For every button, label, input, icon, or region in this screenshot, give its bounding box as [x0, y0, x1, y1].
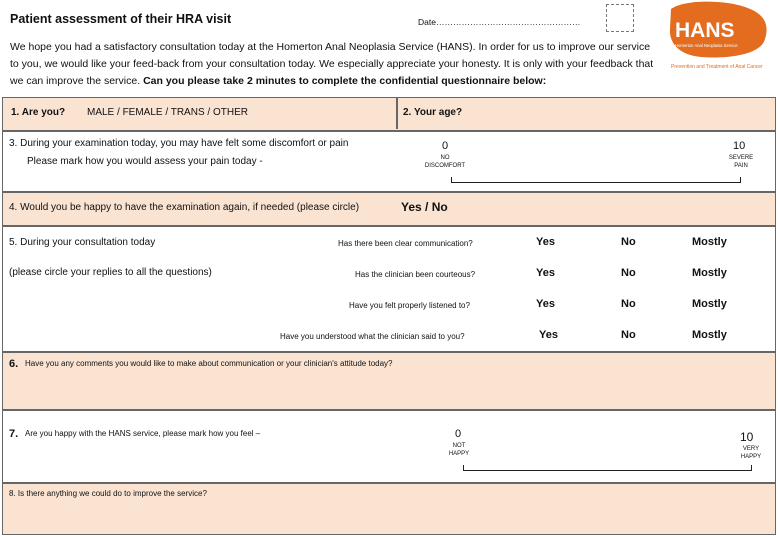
q7-min-num: 0 — [455, 428, 462, 440]
q3-max-label-1: SEVERE — [728, 155, 754, 161]
q1-q2-divider — [396, 98, 398, 129]
stamp-box — [606, 4, 634, 32]
q3-scale-line[interactable] — [451, 177, 741, 183]
q7-max-num: 10 — [740, 430, 754, 444]
q3-min-label-1: NO — [440, 155, 450, 161]
q5-question-3: Have you felt properly listened to? — [349, 301, 470, 310]
row-q7 — [2, 410, 776, 483]
q7-scale-line[interactable] — [463, 465, 752, 471]
q3-max-label-2: PAIN — [734, 163, 748, 169]
q6-num: 6. — [9, 358, 19, 370]
q5-mostly-1[interactable]: Mostly — [692, 236, 727, 248]
q1-label: 1. Are you? — [11, 107, 66, 118]
row-q3 — [2, 131, 776, 192]
q5-no-2[interactable]: No — [621, 267, 636, 279]
intro-bold: Can you please take 2 minutes to complete the confidential questionnaire below: — [143, 75, 547, 87]
q6-label: Have you any comments you would like to make about communication or your clinician's attitude today? — [25, 359, 393, 368]
q3-min-label-2: DISCOMFORT — [424, 163, 466, 169]
q3-line2: Please mark how you would assess your pain today - — [27, 156, 263, 167]
q5-line1: 5. During your consultation today — [9, 237, 156, 248]
intro-text: We hope you had a satisfactory consultation today at the Homerton Anal Neoplasia Service (HANS). In order for us to improve our service to you, we would like your feed-back from your consultation today. We especially appreciate your honesty. It is only with your feedback that we can improve the service. — [10, 41, 654, 87]
q5-no-1[interactable]: No — [621, 236, 636, 248]
hans-logo-shape — [667, 1, 773, 71]
q5-question-2: Has the clinician been courteous? — [355, 270, 476, 279]
row-q8[interactable] — [2, 483, 776, 535]
q5-yes-4[interactable]: Yes — [539, 329, 558, 341]
q5-yes-3[interactable]: Yes — [536, 298, 555, 310]
q7-max-label-1: VERY — [742, 446, 760, 452]
q4-options[interactable]: Yes / No — [401, 200, 448, 214]
q8-label: 8. Is there anything we could do to improve the service? — [9, 489, 207, 498]
hans-logo — [667, 1, 773, 71]
q5-no-3[interactable]: No — [621, 298, 636, 310]
q3-line1: 3. During your examination today, you may have felt some discomfort or pain — [9, 138, 349, 149]
row-q1-q2 — [2, 97, 776, 131]
row-q4 — [2, 192, 776, 226]
logo-sub: Homerton Anal Neoplasia Service — [675, 43, 738, 48]
q5-question-1: Has there been clear communication? — [338, 239, 473, 248]
q5-line2: (please circle your replies to all the questions) — [9, 267, 212, 278]
form-title: Patient assessment of their HRA visit — [10, 12, 232, 26]
q3-max-label — [721, 154, 761, 170]
q5-no-4[interactable]: No — [621, 329, 636, 341]
q5-yes-2[interactable]: Yes — [536, 267, 555, 279]
q7-max-label-2: HAPPY — [740, 454, 762, 460]
q4-label: 4. Would you be happy to have the examination again, if needed (please circle) — [9, 202, 360, 213]
q3-min-label — [407, 154, 483, 170]
q7-min-label-2: HAPPY — [448, 451, 470, 457]
q5-question-4: Have you understood what the clinician said to you? — [280, 332, 465, 341]
date-field[interactable]: Date…………………………………………… — [418, 17, 581, 27]
intro-paragraph — [10, 39, 660, 90]
q7-min-label — [439, 442, 479, 458]
q2-label: 2. Your age? — [403, 107, 463, 118]
q3-max-num: 10 — [733, 140, 746, 152]
row-q6[interactable] — [2, 352, 776, 410]
q5-mostly-4[interactable]: Mostly — [692, 329, 727, 341]
q1-options[interactable]: MALE / FEMALE / TRANS / OTHER — [87, 107, 248, 118]
logo-name: HANS — [675, 19, 735, 42]
q3-min-num: 0 — [442, 140, 449, 152]
q5-mostly-2[interactable]: Mostly — [692, 267, 727, 279]
q5-mostly-3[interactable]: Mostly — [692, 298, 727, 310]
logo-tagline: Prevention and Treatment of Anal Cancer — [671, 64, 763, 70]
q7-num: 7. — [9, 428, 19, 440]
q7-max-label — [731, 445, 771, 461]
q7-min-label-1: NOT — [452, 443, 466, 449]
q7-label: Are you happy with the HANS service, please mark how you feel – — [25, 429, 261, 438]
row-q5 — [2, 226, 776, 352]
q5-yes-1[interactable]: Yes — [536, 236, 555, 248]
